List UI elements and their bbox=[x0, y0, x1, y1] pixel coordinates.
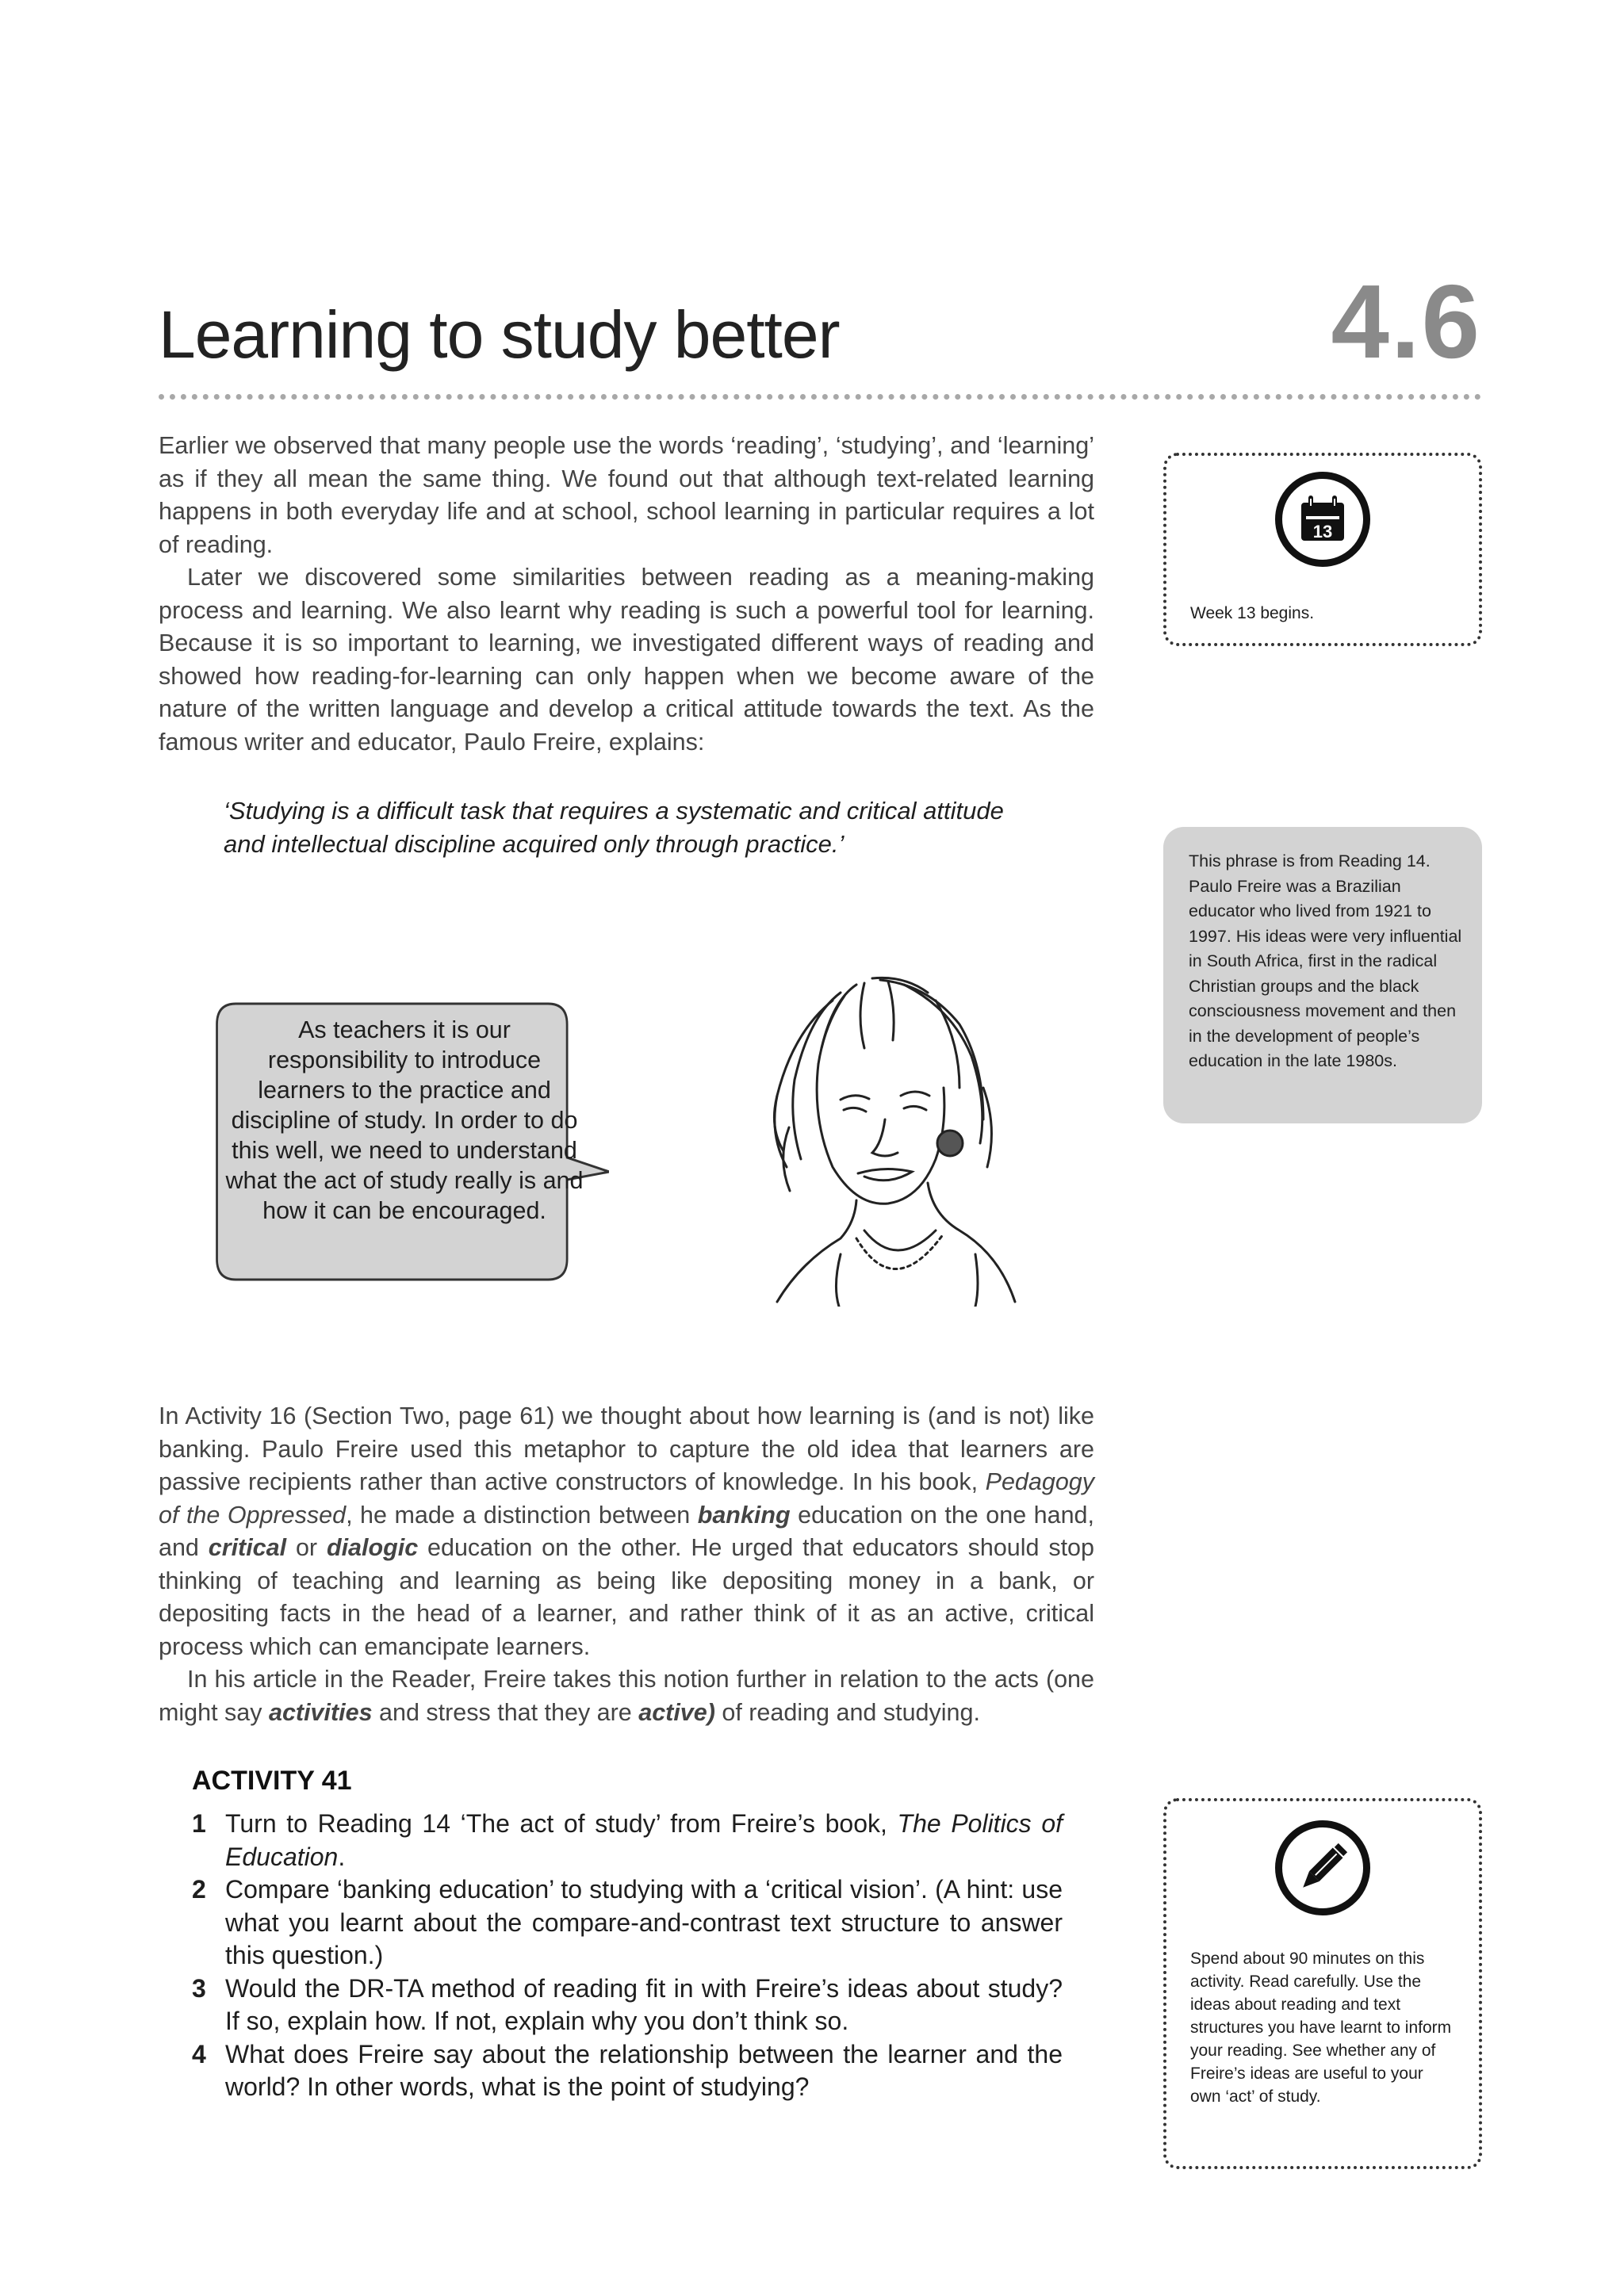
title-divider bbox=[159, 394, 1481, 400]
freire-quote: ‘Studying is a difficult task that requires a systematic and critical attitude and intellectual discipline acquired only through practice.’ bbox=[224, 797, 1004, 858]
week-box bbox=[1163, 453, 1482, 646]
margin-note: This phrase is from Reading 14. Paulo Freire was a Brazilian educator who lived from 1921 to 1997. His ideas were very influential in South Africa, first in the radical Christian groups and the black consciousness movement and then in the development of people’s education in the late 1980s. bbox=[1163, 827, 1482, 1123]
calendar-icon bbox=[1275, 472, 1370, 567]
intro-paragraph-2: Later we discovered some similarities between reading as a meaning-making process and learning. We also learnt why reading is such a powerful tool for learning. Because it is so important to learning, we investigated different ways of reading and showed how reading-for-learning can only happen when we become aware of the nature of the written language and develop a critical attitude towards the text. As the famous writer and educator, Paulo Freire, explains: bbox=[159, 564, 1094, 756]
speech-bubble-text: As teachers it is our responsibility to introduce learners to the practice and discipline of study. In order to do this well, we need to understand what the act of study really is and how it can be encouraged. bbox=[225, 1016, 584, 1224]
book-title-pedagogy: Pedagogy of the Oppressed bbox=[159, 1468, 1094, 1529]
calendar-number: 13 bbox=[1312, 522, 1333, 541]
banking-paragraph-1: In Activity 16 (Section Two, page 61) we thought about how learning is (and is not) like banking. Paulo Freire used this metaphor to capture the old idea that learners are passive recipients rather than active constructors of knowledge. In his book, Pedagogy of the Oppressed, he made a distinction between banking education on the one hand, and critical or dialogic education on the other. He urged that educators should stop thinking of teaching and learning as being like depositing money in a bank, or depositing facts in the head of a learner, and rather think of it as an active, critical process which can emancipate learners. bbox=[159, 1402, 1094, 1660]
activity-item: 1 Turn to Reading 14 ‘The act of study’ from Freire’s book, The Politics of Education. bbox=[192, 1809, 1063, 1871]
banking-text bbox=[159, 1400, 1094, 1729]
activity-time-caption: Spend about 90 minutes on this activity. Read carefully. Use the ideas about reading and text structures you have learnt to inform your reading. See whether any of Freire’s ideas are useful to your own ‘act’ of study. bbox=[1190, 1950, 1452, 2106]
activity-item: 4 What does Freire say about the relationship between the learner and the world? In other words, what is the point of studying? bbox=[192, 2039, 1063, 2101]
teacher-illustration bbox=[745, 969, 1031, 1307]
intro-text bbox=[159, 430, 1094, 759]
activity-heading: ACTIVITY 41 bbox=[192, 1766, 352, 1796]
activity-item: 2 Compare ‘banking education’ to studying with a ‘critical vision’. (A hint: use what you learnt about the compare-and-contrast text structure to answer this question.) bbox=[192, 1875, 1063, 1969]
banking-paragraph-2: In his article in the Reader, Freire takes this notion further in relation to the acts (one might say activities and stress that they are active) of reading and studying. bbox=[159, 1666, 1094, 1726]
pencil-icon bbox=[1275, 1820, 1370, 1915]
section-number: 4.6 bbox=[1331, 263, 1481, 380]
activity-list bbox=[192, 1808, 1063, 2104]
activity-time-box bbox=[1163, 1798, 1482, 2169]
activity-item: 3 Would the DR-TA method of reading fit in with Freire’s ideas about study? If so, explain how. If not, explain why you don’t think so. bbox=[192, 1973, 1063, 2035]
page-title: Learning to study better bbox=[159, 297, 840, 372]
week-caption: Week 13 begins. bbox=[1190, 604, 1315, 622]
intro-paragraph-1: Earlier we observed that many people use the words ‘reading’, ‘studying’, and ‘learning’ as if they all mean the same thing. We found out that although text-related learning happens in both everyday life and at school, school learning in particular requires a lot of reading. bbox=[159, 432, 1094, 558]
